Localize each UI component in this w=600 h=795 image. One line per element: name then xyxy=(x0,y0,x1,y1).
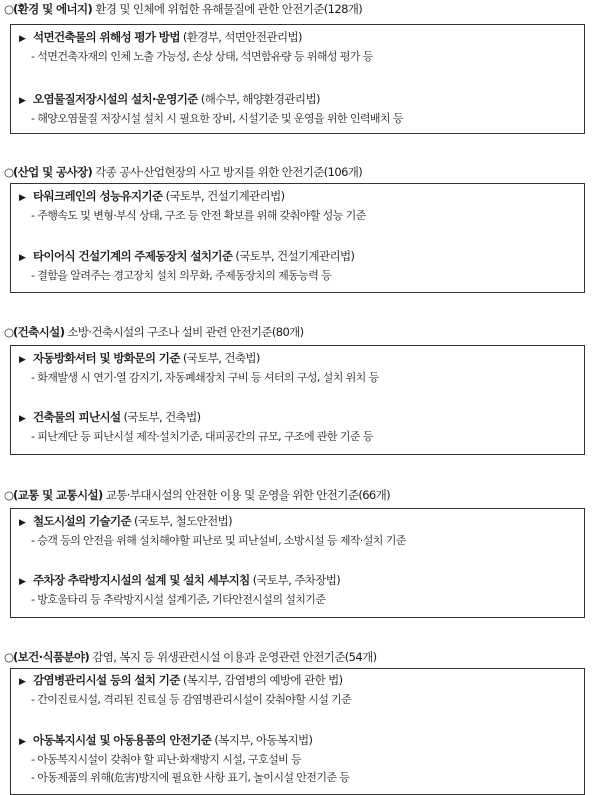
standard-agency: (국토부, 건축법) xyxy=(120,410,201,424)
triangle-bullet-icon: ▶ xyxy=(19,96,26,106)
standard-description: - 해양오염물질 저장시설 설치 시 필요한 장비, 시설기준 및 운영을 위한 인력배치 등 xyxy=(31,112,403,125)
standards-box xyxy=(10,24,585,134)
section-category: (교통 및 교통시설) xyxy=(13,488,103,502)
triangle-bullet-icon: ▶ xyxy=(19,737,26,747)
standard-title-line xyxy=(19,732,312,748)
standard-title-line xyxy=(19,188,285,204)
standards-box xyxy=(10,668,585,795)
triangle-bullet-icon: ▶ xyxy=(19,677,26,687)
standard-title-line xyxy=(19,409,200,425)
triangle-bullet-icon: ▶ xyxy=(19,253,26,263)
triangle-bullet-icon: ▶ xyxy=(19,577,26,587)
section-description: 소방·건축시설의 구조나 설비 관련 안전기준(80개) xyxy=(64,325,304,339)
circle-bullet-icon: ○ xyxy=(4,165,14,179)
standard-description: - 간이진료시설, 격리된 진료실 등 감염병관리시설이 갖춰야할 시설 기준 xyxy=(31,693,352,706)
standard-name: 철도시설의 기술기준 xyxy=(33,514,131,528)
standard-title-line xyxy=(19,29,302,45)
standard-agency: (국토부, 주차장법) xyxy=(249,573,341,587)
section-category: (환경 및 에너지) xyxy=(13,2,93,16)
triangle-bullet-icon: ▶ xyxy=(19,193,26,203)
section-heading xyxy=(4,324,304,340)
standard-title-line xyxy=(19,248,354,264)
section-heading xyxy=(4,1,362,17)
section-heading xyxy=(4,649,377,665)
standard-description: - 석면건축자재의 인체 노출 가능성, 손상 상태, 석면함유량 등 위해성 평가 등 xyxy=(31,50,373,63)
triangle-bullet-icon: ▶ xyxy=(19,355,26,365)
standard-agency: (복지부, 감염병의 예방에 관한 법) xyxy=(179,673,343,687)
standard-agency: (국토부, 건설기계관리법) xyxy=(232,249,355,263)
standards-box xyxy=(10,508,585,618)
standard-agency: (국토부, 건설기계관리법) xyxy=(162,189,285,203)
standard-name: 석면건축물의 위해성 평가 방법 xyxy=(33,30,180,44)
triangle-bullet-icon: ▶ xyxy=(19,414,26,424)
standards-box xyxy=(10,345,585,455)
standard-description: - 아동제품의 위해(危害)방지에 필요한 사항 표기, 놀이시설 안전기준 등 xyxy=(31,771,350,784)
triangle-bullet-icon: ▶ xyxy=(19,518,26,528)
standard-agency: (국토부, 철도안전법) xyxy=(130,514,232,528)
section-category: (산업 및 공사장) xyxy=(13,165,93,179)
standard-name: 감염병관리시설 등의 설치 기준 xyxy=(33,673,180,687)
section-description: 환경 및 인체에 위험한 유해물질에 관한 안전기준(128개) xyxy=(92,2,363,16)
section-description: 교통·부대시설의 안전한 이용 및 운영을 위한 안전기준(66개) xyxy=(102,488,391,502)
standard-description: - 주행속도 및 변형·부식 상태, 구조 등 안전 확보를 위해 갖춰야할 성능 기준 xyxy=(31,209,366,222)
standard-title-line xyxy=(19,91,320,107)
section-description: 감염, 복지 등 위생관련시설 이용과 운영관련 안전기준(54개) xyxy=(89,650,377,664)
triangle-bullet-icon: ▶ xyxy=(19,34,26,44)
standard-title-line xyxy=(19,572,340,588)
standard-agency: (복지부, 아동복지법) xyxy=(211,733,313,747)
section-category: (건축시설) xyxy=(13,325,65,339)
standard-agency: (환경부, 석면안전관리법) xyxy=(179,30,302,44)
standard-name: 자동방화셔터 및 방화문의 기준 xyxy=(33,351,180,365)
standard-title-line xyxy=(19,350,260,366)
standard-agency: (국토부, 건축법) xyxy=(179,351,260,365)
standard-name: 건축물의 피난시설 xyxy=(33,410,121,424)
standard-description: - 피난계단 등 피난시설 제작·설치기준, 대피공간의 규모, 구조에 관한 기준 등 xyxy=(31,430,373,443)
standard-title-line xyxy=(19,513,232,529)
section-category: (보건·식품분야) xyxy=(13,650,90,664)
standard-title-line xyxy=(19,672,343,688)
circle-bullet-icon: ○ xyxy=(4,650,14,664)
circle-bullet-icon: ○ xyxy=(4,2,14,16)
standard-description: - 화재발생 시 연기·열 감지기, 자동폐쇄장치 구비 등 셔터의 구성, 설치 위치 등 xyxy=(31,371,379,384)
standard-description: - 승객 등의 안전을 위해 설치해야할 피난로 및 피난설비, 소방시설 등 제작·설치 기준 xyxy=(31,534,406,547)
standard-description: - 결함을 알려주는 경고장치 설치 의무화, 주제동장치의 제동능력 등 xyxy=(31,269,332,282)
standard-agency: (해수부, 해양환경관리법) xyxy=(197,92,320,106)
standards-box xyxy=(10,183,585,293)
section-heading xyxy=(4,164,362,180)
standard-name: 오염물질저장시설의 설치·운영기준 xyxy=(33,92,198,106)
section-description: 각종 공사·산업현장의 사고 방지를 위한 안전기준(106개) xyxy=(92,165,363,179)
section-heading xyxy=(4,487,390,503)
standard-description: - 방호울타리 등 추락방지시설 설계기준, 기타안전시설의 설치기준 xyxy=(31,593,326,606)
circle-bullet-icon: ○ xyxy=(4,488,14,502)
standard-name: 주차장 추락방지시설의 설계 및 설치 세부지침 xyxy=(33,573,250,587)
standard-description: - 아동복지시설이 갖춰야 할 피난·화재방지 시설, 구호설비 등 xyxy=(31,753,302,766)
standard-name: 아동복지시설 및 아동용품의 안전기준 xyxy=(33,733,212,747)
circle-bullet-icon: ○ xyxy=(4,325,14,339)
standard-name: 타이어식 건설기계의 주제동장치 설치기준 xyxy=(33,249,233,263)
standard-name: 타워크레인의 성능유지기준 xyxy=(33,189,163,203)
